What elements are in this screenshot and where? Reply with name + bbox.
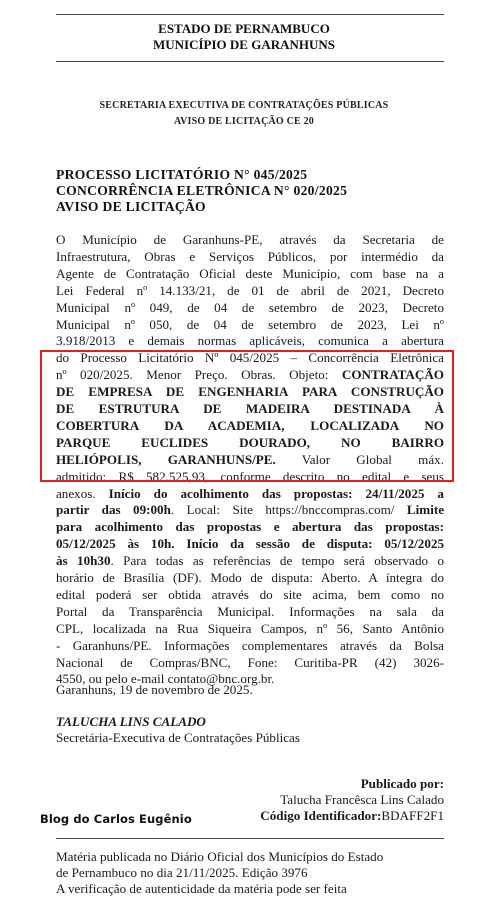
body-bold-text: às 10h30 bbox=[56, 553, 111, 569]
watermark-label: Blog do Carlos Eugênio bbox=[40, 812, 192, 826]
signatory-name: TALUCHA LINS CALADO bbox=[56, 714, 206, 729]
body-line bbox=[56, 485, 444, 502]
body-text: . Local: Site https://bnccompras.com/ bbox=[170, 502, 407, 518]
body-text: Infraestrutura, Obras e Serviços Públicos, por intermédio da bbox=[56, 248, 444, 264]
signatory-role: Secretária-Executiva de Contratações Públicas bbox=[56, 730, 300, 745]
footer-line-1: Matéria publicada no Diário Oficial dos Municípios do Estado bbox=[56, 849, 384, 864]
body-text: Nacional de Compras/BNC, Fone: Curitiba-PR (42) 3026- bbox=[56, 654, 444, 670]
aviso-line: AVISO DE LICITAÇÃO bbox=[56, 199, 206, 214]
body-text: Agente de Contratação Oficial deste Município, com base na a bbox=[56, 265, 444, 281]
body-text: - Garanhuns/PE. Informações complementares através da Bolsa bbox=[56, 637, 444, 653]
body-bold-text: 05/12/2025 às 10h. Início da sessão de disputa: 05/12/2025 bbox=[56, 536, 444, 552]
concorrencia-line: CONCORRÊNCIA ELETRÔNICA N° 020/2025 bbox=[56, 183, 348, 198]
municipality-title: MUNICÍPIO DE GARANHUNS bbox=[152, 37, 335, 52]
body-line bbox=[56, 282, 444, 299]
identifier-code: Código Identificador:BDAFF2F1 bbox=[260, 808, 444, 823]
body-text: Valor Global máx. bbox=[275, 451, 444, 467]
body-bold-text: partir das 09:00h bbox=[56, 502, 171, 518]
date-line: Garanhuns, 19 de novembro de 2025. bbox=[56, 682, 253, 697]
body-line bbox=[56, 535, 444, 552]
body-text: Portal da Transparência Municipal. Informações na sala da bbox=[56, 603, 444, 619]
body-line bbox=[56, 316, 444, 333]
footer-line-2: de Pernambuco no dia 21/11/2025. Edição 3976 bbox=[56, 865, 308, 880]
body-line bbox=[56, 248, 444, 265]
body-text: anexos. bbox=[56, 485, 109, 501]
body-line bbox=[56, 231, 444, 248]
body-text: O Município de Garanhuns-PE, através da Secretaria de bbox=[56, 232, 444, 247]
body-text: Municipal nº 050, de 04 de setembro de 2023, Lei nº bbox=[56, 316, 444, 332]
body-bold-text: DE ESTRUTURA DE MADEIRA DESTINADA À bbox=[56, 401, 444, 416]
body-text: 4550, ou pelo e-mail contato@bnc.org.br. bbox=[56, 671, 275, 687]
footer-rule bbox=[56, 838, 444, 839]
body-bold-text: Início do acolhimento das propostas: 24/11/2025 a bbox=[108, 485, 444, 501]
body-line bbox=[56, 620, 444, 637]
body-line bbox=[56, 586, 444, 603]
body-text: Municipal nº 049, de 04 de setembro de 2023, Decreto bbox=[56, 299, 444, 315]
body-text: 3.918/2013 e demais normas aplicáveis, comunica a abertura bbox=[56, 333, 444, 349]
state-title: ESTADO DE PERNAMBUCO bbox=[158, 21, 330, 36]
body-line bbox=[56, 518, 444, 535]
body-bold-text: Limite bbox=[406, 502, 444, 518]
body-text: edital poderá ser obtida através do site acima, bem como no bbox=[56, 586, 444, 602]
body-line bbox=[56, 501, 444, 518]
top-rule bbox=[56, 14, 444, 15]
secretaria-title: SECRETARIA EXECUTIVA DE CONTRATAÇÕES PÚBLICAS bbox=[99, 100, 389, 111]
body-line bbox=[56, 552, 444, 569]
body-text: horário de Brasília (DF). Modo de disputa: Aberto. A íntegra do bbox=[56, 570, 444, 585]
body-text: nº 020/2025. Menor Preço. Obras. Objeto: bbox=[56, 367, 342, 383]
body-text: . Para todas as referências de tempo será observado o bbox=[110, 553, 444, 569]
body-bold-text: HELIÓPOLIS, GARANHUNS/PE. bbox=[56, 451, 276, 467]
processo-line: PROCESSO LICITATÓRIO N° 045/2025 bbox=[56, 167, 308, 182]
published-by-label: Publicado por: bbox=[360, 776, 444, 791]
body-line bbox=[56, 265, 444, 282]
body-line bbox=[56, 603, 444, 620]
body-text: admitido: R$ 582.525,93, conforme descrito no edital e seus bbox=[56, 468, 444, 484]
body-bold-text: PARQUE EUCLIDES DOURADO, NO BAIRRO bbox=[56, 434, 444, 450]
body-line bbox=[56, 637, 444, 654]
header-rule bbox=[56, 61, 444, 62]
body-text: Lei Federal nº 14.133/21, de 01 de abril de 2021, Decreto bbox=[56, 282, 444, 298]
body-text: do Processo Licitatório Nº 045/2025 – Concorrência Eletrônica bbox=[56, 350, 444, 366]
body-line bbox=[56, 569, 444, 586]
body-line bbox=[56, 654, 444, 671]
highlight-box bbox=[40, 350, 454, 482]
publisher-name: Talucha Francêsca Lins Calado bbox=[280, 792, 444, 807]
body-line bbox=[56, 332, 444, 349]
body-text: CPL, localizada na Rua Siqueira Campos, nº 56, Santo Antônio bbox=[56, 620, 444, 636]
body-bold-text: CONTRATAÇÃO bbox=[341, 367, 444, 383]
aviso-subtitle: AVISO DE LICITAÇÃO CE 20 bbox=[173, 116, 314, 127]
body-bold-text: COBERTURA DA ACADEMIA, LOCALIZADA NO bbox=[56, 417, 444, 433]
body-bold-text: para acolhimento das propostas e abertura das propostas: bbox=[56, 519, 444, 535]
body-line bbox=[56, 299, 444, 316]
footer-line-3: A verificação de autenticidade da matéria pode ser feita bbox=[56, 881, 347, 896]
body-bold-text: DE EMPRESA DE ENGENHARIA PARA CONSTRUÇÃO bbox=[56, 384, 444, 400]
